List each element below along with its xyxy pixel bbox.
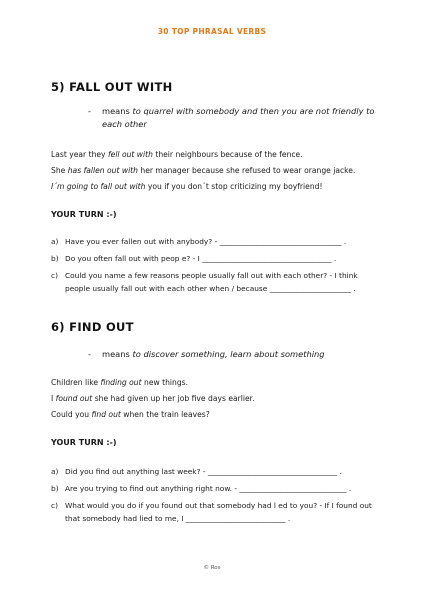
example-verb: found out — [55, 394, 93, 403]
example-sentence — [51, 150, 303, 159]
question-text: What would you do if you found out that somebody had l ed to you? - If I found out that somebody had lied to me, I ___________________________ . — [65, 501, 372, 523]
question-text: Did you find out anything last week? - ___________________________________ . — [65, 467, 342, 476]
section-title-find-out: 6) FIND OUT — [51, 320, 134, 334]
example-text: Last year they — [51, 150, 108, 159]
bullet-dash: - — [88, 106, 91, 116]
meaning-text: to discover something, learn about something — [132, 349, 325, 359]
example-text: She — [51, 166, 68, 175]
question-letter: c) — [51, 271, 58, 280]
question-letter: b) — [51, 254, 59, 263]
exercise-question — [51, 253, 381, 266]
example-text: their neighbours because of the fence. — [152, 150, 303, 159]
exercise-question — [51, 500, 381, 525]
question-letter: a) — [51, 237, 59, 246]
example-text: new things. — [141, 378, 189, 387]
your-turn-heading: YOUR TURN :-) — [51, 438, 117, 447]
question-text: Have you ever fallen out with anybody? - _________________________________ . — [65, 237, 347, 246]
question-text: Could you name a few reasons people usually fall out with each other? - I think people usually fall out with each other when / because ______________________ . — [65, 271, 358, 293]
page-header: 30 TOP PHRASAL VERBS — [157, 27, 267, 36]
exercise-question — [51, 270, 381, 295]
example-text: Could you — [51, 410, 92, 419]
bullet-dash: - — [88, 349, 91, 359]
example-text: when the train leaves? — [120, 410, 210, 419]
section-title-fall-out-with: 5) FALL OUT WITH — [51, 80, 173, 94]
example-sentence — [51, 394, 255, 403]
example-verb: finding out — [100, 378, 142, 387]
example-sentence — [51, 166, 355, 175]
example-sentence — [51, 378, 188, 387]
question-text: Do you often fall out with peop e? - I ___________________________________ . — [65, 254, 337, 263]
exercise-question — [51, 466, 381, 479]
meaning-prefix: means — [102, 106, 133, 116]
example-text: Children like — [51, 378, 101, 387]
meaning-find-out — [88, 348, 388, 361]
example-verb: find out — [91, 410, 121, 419]
example-text: her manager because she refused to wear orange jacke. — [137, 166, 356, 175]
example-text: you if you don´t stop criticizing my boyfriend! — [145, 182, 323, 191]
example-text: she had given up her job five days earlier. — [92, 394, 255, 403]
question-text: Are you trying to find out anything right now. - _____________________________ . — [65, 484, 352, 493]
your-turn-heading: YOUR TURN :-) — [51, 210, 117, 219]
example-sentence — [51, 410, 210, 419]
page-footer: © Ros — [203, 565, 221, 571]
exercise-question — [51, 236, 381, 249]
example-text: I — [51, 394, 56, 403]
example-sentence — [51, 182, 323, 191]
example-verb: fell out with — [107, 150, 153, 159]
exercise-question — [51, 483, 381, 496]
example-verb: has fallen out with — [67, 166, 138, 175]
meaning-fall-out-with — [88, 105, 388, 131]
question-letter: c) — [51, 501, 58, 510]
question-letter: b) — [51, 484, 59, 493]
question-letter: a) — [51, 467, 59, 476]
example-verb: I´m going to fall out with — [51, 182, 146, 191]
meaning-text: to quarrel with somebody and then you are not friendly to each other — [102, 106, 375, 129]
meaning-prefix: means — [102, 349, 133, 359]
